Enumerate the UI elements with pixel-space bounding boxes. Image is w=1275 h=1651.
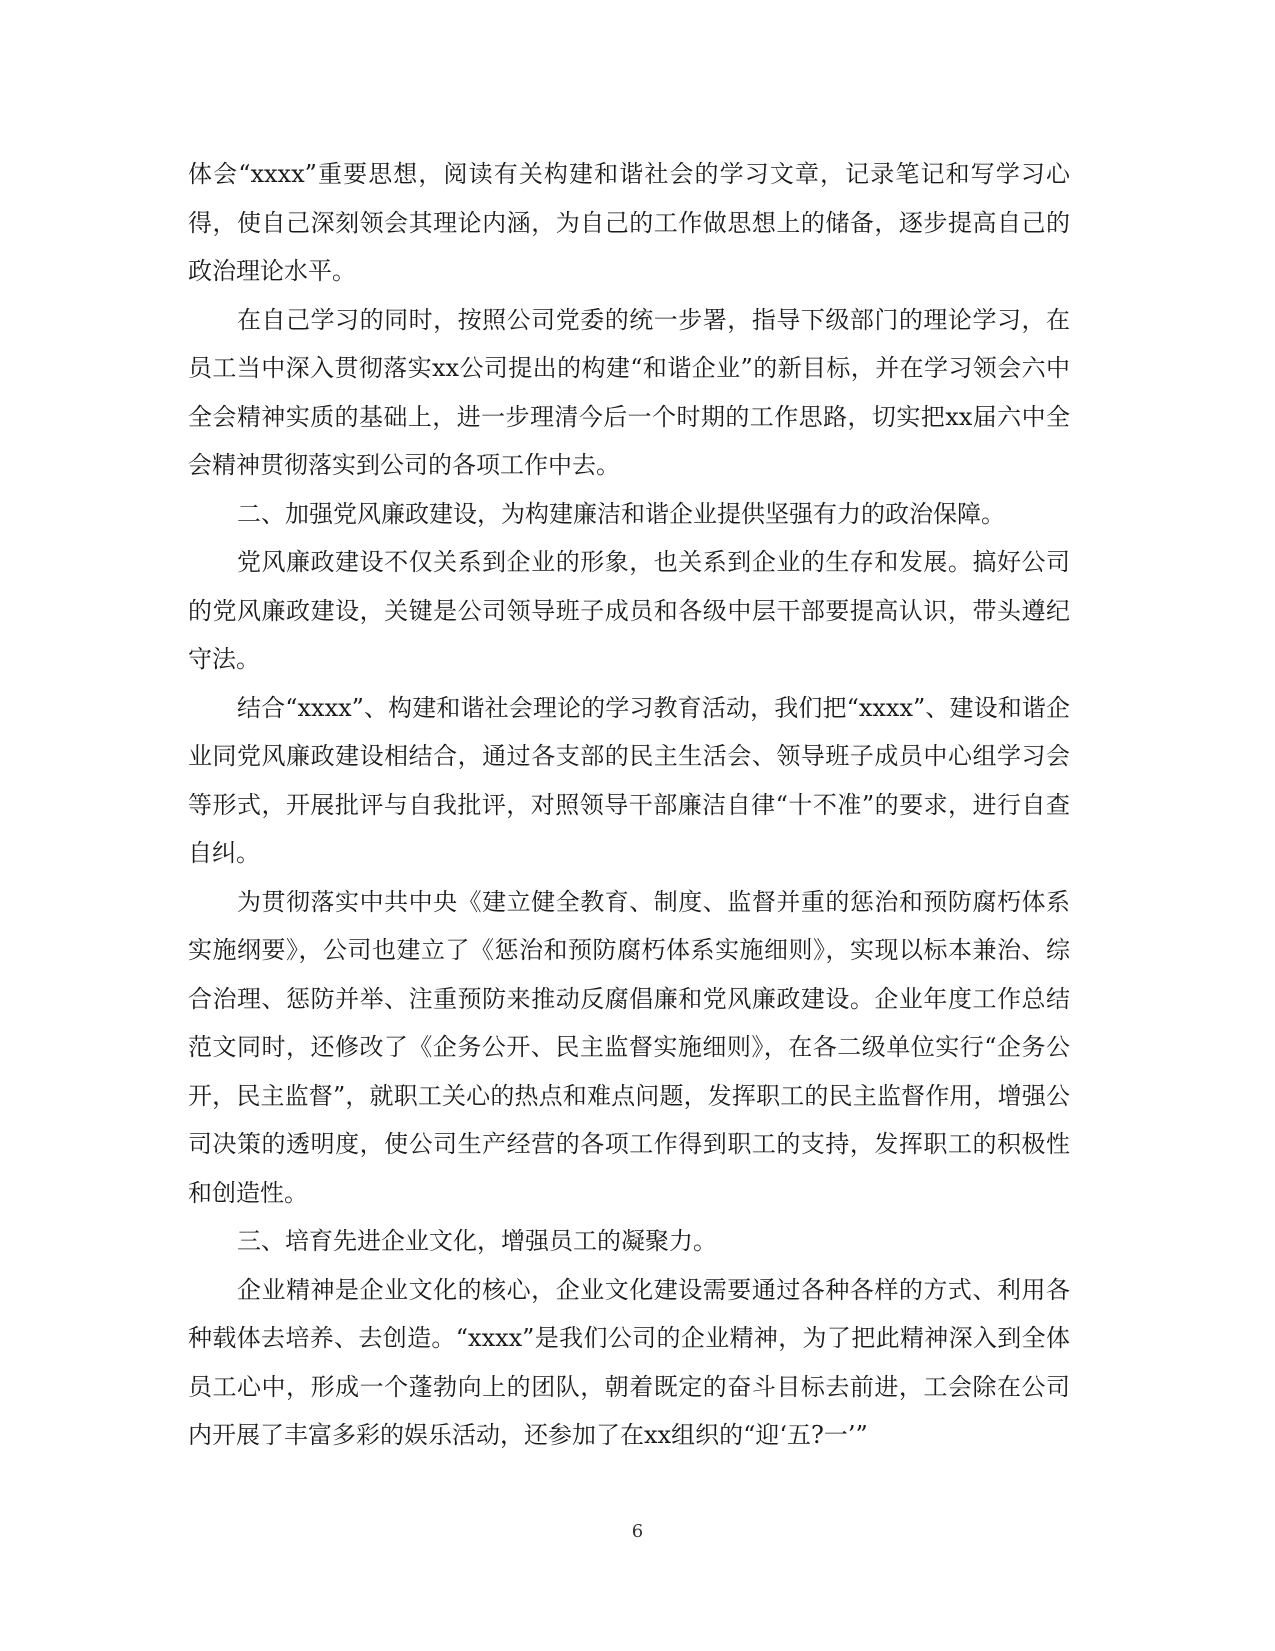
document-body bbox=[188, 150, 1070, 1460]
paragraph-5: 结合“xxxx”、构建和谐社会理论的学习教育活动，我们把“xxxx”、建设和谐企业同党风廉政建设相结合，通过各支部的民主生活会、领导班子成员中心组学习会等形式，开展批评与自我批评，对照领导干部廉洁自律“十不准”的要求，进行自查自纠。 bbox=[188, 693, 1070, 867]
paragraph-1: 体会“xxxx”重要思想，阅读有关构建和谐社会的学习文章，记录笔记和写学习心得，使自己深刻领会其理论内涵，为自己的工作做思想上的储备，逐步提高自己的政治理论水平。 bbox=[188, 160, 1070, 285]
paragraph-8: 企业精神是企业文化的核心，企业文化建设需要通过各种各样的方式、利用各种载体去培养、去创造。“xxxx”是我们公司的企业精神，为了把此精神深入到全体员工心中，形成一个蓬勃向上的团队，朝着既定的奋斗目标去前进，工会除在公司内开展了丰富多彩的娱乐活动，还参加了在xx组织的“迎‘五?一’” bbox=[188, 1275, 1070, 1449]
section-heading-3: 三、培育先进企业文化，增强员工的凝聚力。 bbox=[237, 1227, 717, 1255]
paragraph-6: 为贯彻落实中共中央《建立健全教育、制度、监督并重的惩治和预防腐朽体系实施纲要》，公司也建立了《惩治和预防腐朽体系实施细则》，实现以标本兼治、综合治理、惩防并举、注重预防来推动反腐倡廉和党风廉政建设。企业年度工作总结范文同时，还修改了《企务公开、民主监督实施细则》，在各二级单位实行“企务公开，民主监督”，就职工关心的热点和难点问题，发挥职工的民主监督作用，增强公司决策的透明度，使公司生产经营的各项工作得到职工的支持，发挥职工的积极性和创造性。 bbox=[188, 887, 1070, 1207]
paragraph-4: 党风廉政建设不仅关系到企业的形象，也关系到企业的生存和发展。搞好公司的党风廉政建设，关键是公司领导班子成员和各级中层干部要提高认识，带头遵纪守法。 bbox=[188, 548, 1070, 673]
section-heading-2: 二、加强党风廉政建设，为构建廉洁和谐企业提供坚强有力的政治保障。 bbox=[237, 499, 1005, 528]
page-number: 6 bbox=[631, 1521, 644, 1542]
paragraph-2: 在自己学习的同时，按照公司党委的统一步署，指导下级部门的理论学习，在员工当中深入贯彻落实xx公司提出的构建“和谐企业”的新目标，并在学习领会六中全会精神实质的基础上，进一步理清今后一个时期的工作思路，切实把xx届六中全会精神贯彻落实到公司的各项工作中去。 bbox=[188, 305, 1070, 479]
